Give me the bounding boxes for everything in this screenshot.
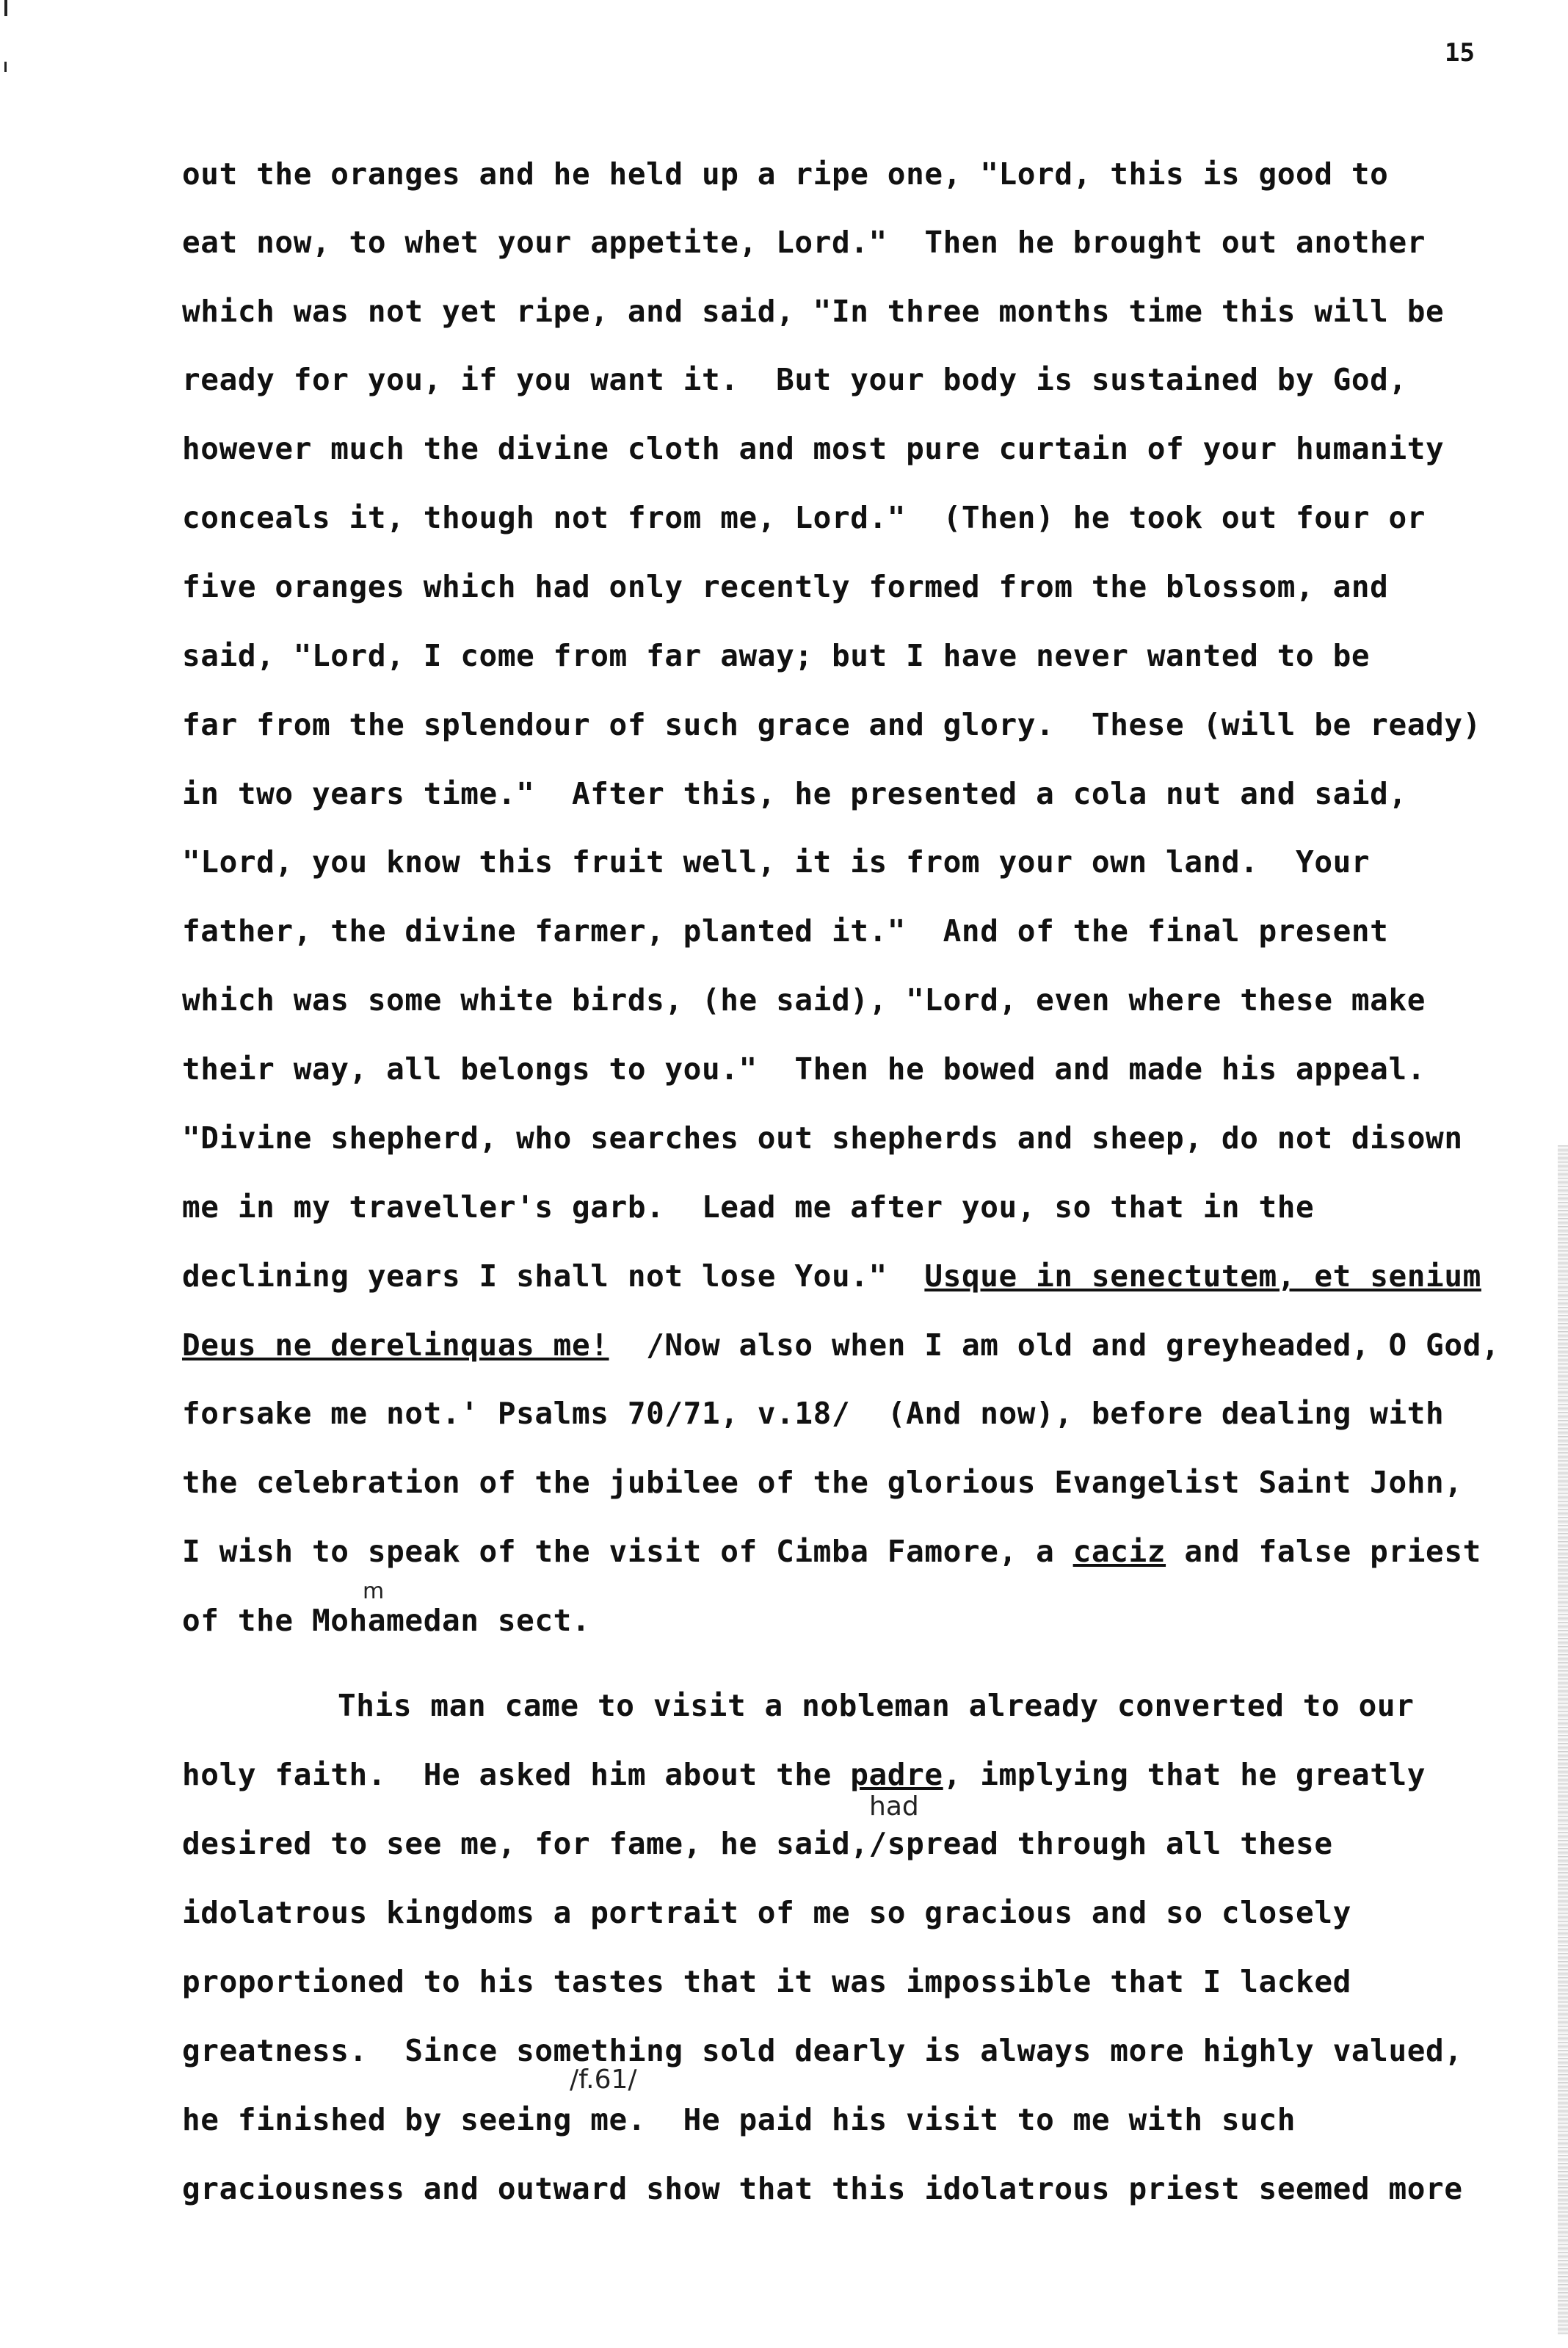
scan-edge-noise <box>1558 1145 1568 2335</box>
text-segment: declining years I shall not lose You." <box>182 1258 925 1294</box>
underlined-term: caciz <box>1072 1534 1166 1569</box>
text-line: eat now, to whet your appetite, Lord." Then he brought out another <box>182 225 1426 260</box>
handwritten-folio-reference: /f.61/ <box>570 2065 637 2095</box>
text-segment: and false priest <box>1166 1534 1481 1569</box>
text-line: "Lord, you know this fruit well, it is from your own land. Your <box>182 844 1371 880</box>
text-line: me in my traveller's garb. Lead me after you, so that in the <box>182 1189 1315 1225</box>
text-line: of the Mohamedan sect. <box>182 1603 591 1638</box>
text-segment: holy faith. He asked him about the <box>182 1757 851 1792</box>
text-line: he finished by seeing me. He paid his visit to me with such <box>182 2102 1296 2137</box>
text-line <box>182 1258 1481 1294</box>
text-line: far from the splendour of such grace and glory. These (will be ready) <box>182 707 1481 742</box>
text-line: which was some white birds, (he said), "Lord, even where these make <box>182 982 1426 1018</box>
text-line: idolatrous kingdoms a portrait of me so gracious and so closely <box>182 1895 1351 1930</box>
page-number: 15 <box>1445 38 1475 68</box>
text-line: the celebration of the jubilee of the glorious Evangelist Saint John, <box>182 1465 1463 1500</box>
text-line <box>182 1327 1500 1363</box>
scan-edge-mark <box>4 0 7 16</box>
text-line: however much the divine cloth and most pure curtain of your humanity <box>182 431 1445 466</box>
text-line: five oranges which had only recently formed from the blossom, and <box>182 569 1389 604</box>
text-line: graciousness and outward show that this idolatrous priest seemed more <box>182 2171 1463 2206</box>
underlined-term: padre <box>850 1757 943 1792</box>
text-line <box>182 1756 1426 1793</box>
text-line: proportioned to his tastes that it was impossible that I lacked <box>182 1964 1351 1999</box>
text-line: in two years time." After this, he presented a cola nut and said, <box>182 776 1407 811</box>
text-segment: , implying that he greatly <box>943 1757 1426 1792</box>
handwritten-insertion: m <box>363 1579 385 1604</box>
text-line: "Divine shepherd, who searches out shepherds and sheep, do not disown <box>182 1120 1463 1156</box>
text-line: out the oranges and he held up a ripe one, "Lord, this is good to <box>182 156 1389 192</box>
text-segment: I wish to speak of the visit of Cimba Famore, a <box>182 1534 1073 1569</box>
text-line: This man came to visit a nobleman already converted to our <box>338 1688 1415 1723</box>
text-line: their way, all belongs to you." Then he bowed and made his appeal. <box>182 1051 1426 1087</box>
text-line: forsake me not.' Psalms 70/71, v.18/ (And now), before dealing with <box>182 1396 1445 1431</box>
text-line: greatness. Since something sold dearly is always more highly valued, <box>182 2033 1463 2068</box>
text-line: which was not yet ripe, and said, "In three months time this will be <box>182 294 1445 329</box>
text-line: desired to see me, for fame, he said,/spread through all these <box>182 1826 1333 1861</box>
text-line: said, "Lord, I come from far away; but I have never wanted to be <box>182 638 1371 673</box>
text-line: ready for you, if you want it. But your body is sustained by God, <box>182 362 1407 397</box>
text-segment: /Now also when I am old and greyheaded, O God, <box>609 1327 1500 1363</box>
handwritten-insertion: had <box>869 1791 919 1822</box>
latin-quote: Usque in senectutem, et senium <box>924 1258 1481 1294</box>
text-line <box>182 1533 1481 1570</box>
scan-edge-mark <box>4 62 7 72</box>
text-line: father, the divine farmer, planted it." And of the final present <box>182 913 1389 949</box>
text-line: conceals it, though not from me, Lord." (Then) he took out four or <box>182 500 1426 535</box>
latin-quote: Deus ne derelinquas me! <box>182 1327 609 1363</box>
